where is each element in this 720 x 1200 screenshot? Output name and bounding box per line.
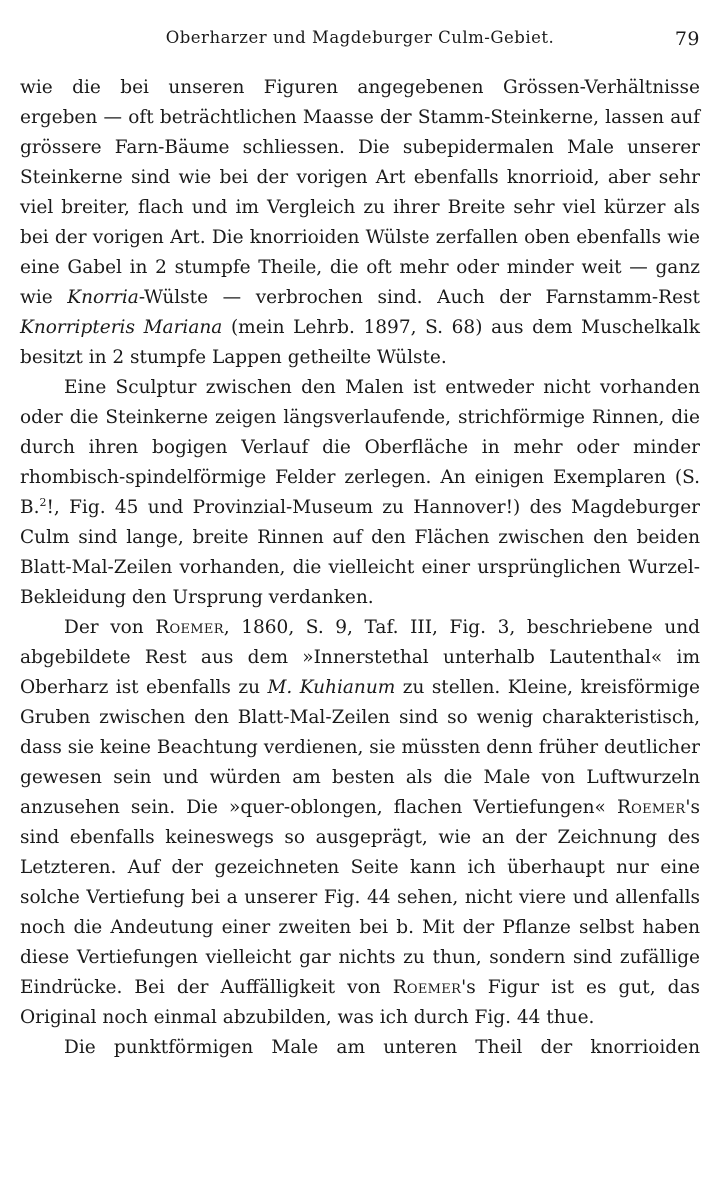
running-head: Oberharzer und Magdeburger Culm-Gebiet.	[165, 28, 555, 47]
text-run: Der von	[64, 617, 156, 638]
text-run: wie die bei unseren Figuren angegebenen Grössen-Verhältnisse ergeben — oft beträchtlichen Maasse der Stamm-Steinkerne, lassen auf grössere Farn-Bäume schliessen. Die subepidermalen Male unserer Steinkerne sind wie bei der vorigen Art ebenfalls knorrioid, aber sehr viel breiter, flach und im Vergleich zu ihrer Breite sehr viel kürzer als bei der vorigen Art. Die knorrioiden Wülste zerfallen oben ebenfalls wie eine Gabel in 2 stumpfe Theile, die oft mehr oder minder weit — ganz wie	[20, 77, 700, 308]
paragraph	[20, 613, 700, 1033]
italic-text: M. Kuhianum	[267, 677, 396, 698]
body-text	[20, 73, 700, 1063]
text-run: , 1860, S. 9, Taf. III, Fig. 3, beschriebene und abgebildete Rest aus dem »Innerstethal unterhalb Lautenthal« im Oberharz ist ebenfalls zu	[20, 617, 701, 698]
text-run: 's Figur ist es gut, das Original noch einmal abzubilden, was ich durch Fig. 44 thue.	[20, 977, 701, 1028]
text-run: Die punktförmigen Male am unteren Theil der knorrioiden	[64, 1037, 700, 1058]
text-run: Eine Sculptur zwischen den Malen ist entweder nicht vorhanden oder die Steinkerne zeigen längsverlaufende, strichförmige Rinnen, die durch ihren bogigen Verlauf die Oberfläche in mehr oder minder rhombisch-spindelförmige Felder zerlegen. An einigen Exemplaren (S. B.	[20, 377, 700, 518]
text-run: zu stellen. Kleine, kreisförmige Gruben zwischen den Blatt-Mal-Zeilen sind so wenig charakteristisch, dass sie keine Beachtung verdienen, sie müssten denn früher deutlicher gewesen sein und würden am besten als die Male von Luftwurzeln anzusehen sein. Die »quer-oblongen, flachen Vertiefungen«	[20, 677, 700, 818]
paragraph	[20, 373, 700, 613]
italic-text: Knorria	[67, 287, 139, 308]
author-name: Roemer	[155, 617, 224, 638]
italic-text: Knorripteris Mariana	[20, 317, 223, 338]
text-run: (mein Lehrb. 1897, S. 68) aus dem Muschelkalk besitzt in 2 stumpfe Lappen getheilte Wülste.	[20, 317, 700, 368]
text-run: 's sind ebenfalls keineswegs so ausgeprägt, wie an der Zeichnung des Letzteren. Auf der gezeichneten Seite kann ich überhaupt nur eine solche Vertiefung bei a unserer Fig. 44 sehen, nicht viere und allenfalls noch die Andeutung einer zweiten bei b. Mit der Pflanze selbst haben diese Vertiefungen vielleicht gar nichts zu thun, sondern sind zufällige Eindrücke. Bei der Auffälligkeit von	[20, 797, 700, 998]
page-header	[20, 28, 700, 56]
page-number: 79	[674, 28, 700, 50]
author-name: Roemer	[616, 797, 686, 818]
text-run: -Wülste — verbrochen sind. Auch der Farnstamm-Rest	[138, 287, 700, 308]
author-name: Roemer	[392, 977, 462, 998]
superscript: 2	[39, 495, 47, 509]
paragraph	[20, 73, 700, 373]
paragraph-last-line	[20, 1033, 700, 1063]
text-run: !, Fig. 45 und Provinzial-Museum zu Hannover!) des Magdeburger Culm sind lange, breite Rinnen auf den Flächen zwischen den beiden Blatt-Mal-Zeilen vorhanden, die vielleicht einer ursprünglichen Wurzel-Bekleidung den Ursprung verdanken.	[20, 497, 700, 608]
